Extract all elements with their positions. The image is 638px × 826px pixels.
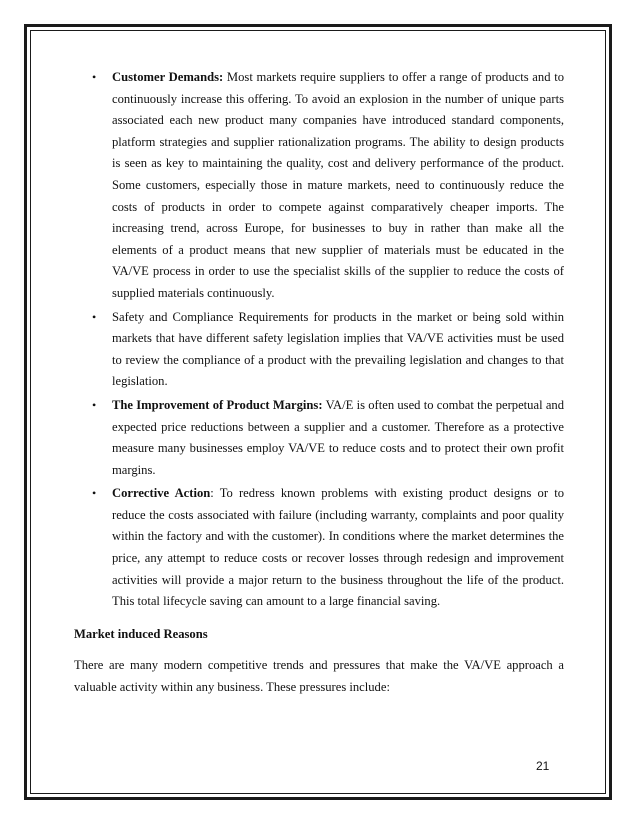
page-number: 21	[536, 759, 550, 773]
bullet-text: Safety and Compliance Requirements for products in the market or being sold within markets that have different safety legislation implies that VA/VE activities must be used to review the compliance of a product with the prevailing legislation and changes to that legislation.	[112, 309, 564, 389]
body-paragraph: There are many modern competitive trends and pressures that make the VA/VE approach a valuable activity within any business. These pressures include:	[74, 658, 564, 695]
bullet-icon: •	[92, 486, 97, 501]
bullet-text: Most markets require suppliers to offer a range of products and to continuously increase this offering. To avoid an explosion in the number of unique parts associated each new product many companies have introduced standard components, platform strategies and supplier rationalization programs. The ability to design products is seen as key to maintaining the quality, cost and delivery performance of the product. Some customers, especially those in mature markets, need to continuously reduce the costs of products in order to compete against comparatively cheaper imports. The increasing trend, across Europe, for businesses to buy in rather than make all the elements of a product means that new supplier of materials must be educated in the VA/VE process in order to use the specialist skills of the supplier to reduce the costs of supplied materials continuously.	[112, 70, 564, 300]
bullet-item-safety-compliance	[74, 307, 564, 393]
bullet-icon: •	[92, 397, 97, 412]
bullet-icon: •	[92, 309, 97, 324]
bullet-item-product-margins	[74, 395, 564, 481]
bullet-text: VA/E is often used to combat the perpetual and expected price reductions between a supplier and a customer. Therefore as a protective measure many businesses employ VA/VE to reduce costs and to protect their own profit margins.	[112, 397, 565, 477]
section-heading: Market induced Reasons	[74, 626, 208, 641]
bullet-text: : To redress known problems with existing product designs or to reduce the costs associated with failure (including warranty, complaints and poor quality within the factory and with the customer). In conditions where the market determines the price, any attempt to reduce costs or recover losses through redesign and improvement activities will provide a major return to the business throughout the life of the product. This total lifecycle saving can amount to a large financial saving.	[112, 486, 564, 609]
bullet-list	[74, 67, 564, 613]
bullet-item-corrective-action	[74, 483, 564, 613]
bullet-icon: •	[92, 70, 97, 84]
page-content	[74, 67, 564, 699]
bullet-title: Customer Demands:	[112, 70, 224, 84]
bullet-title: The Improvement of Product Margins:	[112, 397, 323, 412]
bullet-item-customer-demands	[74, 67, 564, 305]
bullet-title: Corrective Action	[112, 486, 211, 501]
